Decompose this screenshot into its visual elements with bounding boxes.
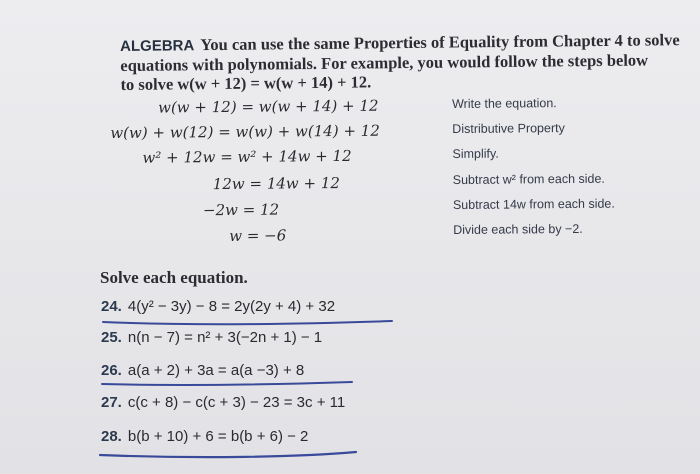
problem-equation: 4(y² − 3y) − 8 = 2y(2y + 4) + 32	[127, 298, 336, 315]
step-note: Divide each side by −2.	[453, 221, 583, 238]
problem-number: 27.	[101, 394, 122, 411]
intro-paragraph	[120, 30, 696, 94]
problem-equation: a(a + 2) + 3a = a(a −3) + 8	[127, 362, 305, 379]
step-equation: w(w) + w(12) = w(w) + w(14) + 12	[110, 121, 380, 142]
problem-equation: b(b + 10) + 6 = b(b + 6) − 2	[127, 428, 309, 445]
intro-text-1: You can use the same Properties of Equality from Chapter 4 to solve	[200, 30, 680, 55]
step-equation: w = −6	[229, 226, 287, 245]
step-equation: w(w + 12) = w(w + 14) + 12	[157, 96, 379, 117]
step-equation: 12w = 14w + 12	[212, 173, 340, 194]
step-note: Subtract 14w from each side.	[452, 196, 615, 213]
step-note: Write the equation.	[451, 96, 557, 112]
problem-number: 24.	[101, 298, 122, 315]
problem-number: 28.	[101, 428, 122, 445]
problem-27	[101, 394, 345, 411]
algebra-tag: ALGEBRA	[120, 37, 195, 55]
step-note: Simplify.	[452, 146, 499, 162]
underline-24	[103, 321, 392, 324]
intro-line-2: equations with polynomials. For example, you would follow the steps below	[120, 50, 649, 75]
problem-number: 26.	[101, 362, 122, 379]
step-note: Distributive Property	[452, 121, 565, 137]
problem-25	[101, 329, 322, 346]
problem-24	[101, 298, 335, 315]
problem-equation: c(c + 8) − c(c + 3) − 23 = 3c + 11	[127, 394, 346, 411]
problem-equation: n(n − 7) = n² + 3(−2n + 1) − 1	[127, 329, 323, 346]
step-equation: −2w = 12	[202, 200, 280, 220]
problem-number: 25.	[101, 329, 122, 346]
section-heading: Solve each equation.	[100, 268, 248, 287]
problem-28	[101, 428, 308, 445]
problem-26	[101, 362, 304, 379]
step-note: Subtract w² from each side.	[452, 171, 605, 188]
step-equation: w² + 12w = w² + 14w + 12	[142, 146, 352, 167]
underline-26	[102, 382, 352, 385]
intro-line-3: to solve w(w + 12) = w(w + 14) + 12.	[120, 72, 372, 94]
underline-28	[100, 452, 356, 457]
